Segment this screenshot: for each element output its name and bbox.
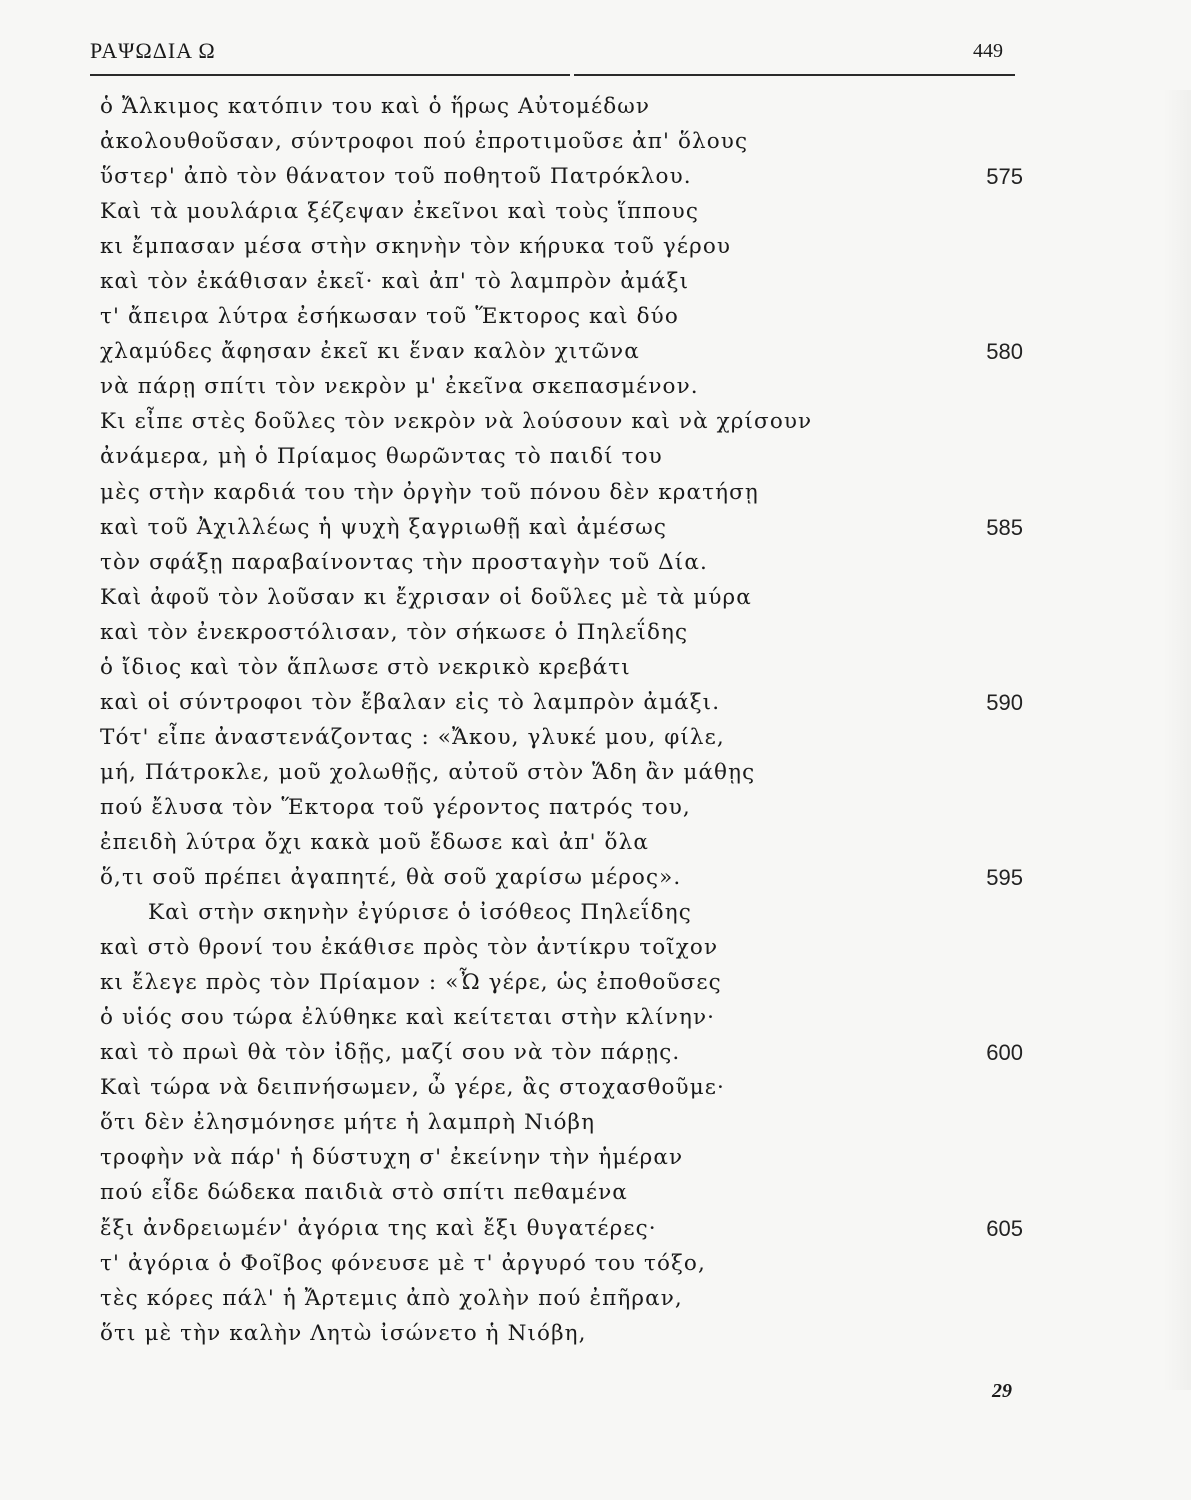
verse-line [100, 1316, 1025, 1351]
verse-text: τὸν σφάξῃ παραβαίνοντας τὴν προσταγὴν τοῦ Δία. [100, 549, 708, 575]
running-title: ΡΑΨΩΔΙΑ Ω [90, 38, 216, 63]
verse-line [100, 650, 1025, 685]
verse-line [100, 369, 1025, 404]
verse-line [100, 580, 1025, 615]
line-number: 575 [986, 164, 1023, 190]
verse-text: ὅτι μὲ τὴν καλὴν Λητὼ ἰσώνετο ἡ Νιόβη, [100, 1320, 587, 1346]
verse-line [100, 1105, 1025, 1140]
verse-text: Κι εἶπε στὲς δοῦλες τὸν νεκρὸν νὰ λούσουν καὶ νὰ χρίσουν [100, 409, 813, 435]
header-rule-left [90, 74, 570, 76]
verse-text: χλαμύδες ἄφησαν ἐκεῖ κι ἕναν καλὸν χιτῶνα [100, 339, 640, 365]
verse-line [100, 194, 1025, 229]
verse-text: ὅτι δὲν ἐλησμόνησε μήτε ἡ λαμπρὴ Νιόβη [100, 1110, 596, 1136]
verse-text: πού ἔλυσα τὸν Ἕκτορα τοῦ γέροντος πατρός του, [100, 794, 691, 820]
verse-text: ἐπειδὴ λύτρα ὄχι κακὰ μοῦ ἔδωσε καὶ ἀπ' ὅλα [100, 829, 649, 855]
page-number: 449 [973, 40, 1003, 62]
verse-text: ὁ υἱός σου τώρα ἐλύθηκε καὶ κείτεται στὴν κλίνην· [100, 1005, 716, 1031]
verse-text: ὅ,τι σοῦ πρέπει ἀγαπητέ, θὰ σοῦ χαρίσω μέρος». [100, 865, 682, 891]
verse-text: μὲς στὴν καρδιά του τὴν ὀργὴν τοῦ πόνου δὲν κρατήσῃ [100, 479, 759, 505]
header-rule-right [574, 74, 1015, 76]
verse-text: τ' ἀγόρια ὁ Φοῖβος φόνευσε μὲ τ' ἀργυρό του τόξο, [100, 1250, 706, 1276]
verse-text: καὶ τὸ πρωὶ θὰ τὸν ἰδῇς, μαζί σου νὰ τὸν πάρῃς. [100, 1040, 681, 1066]
verse-text: καὶ τὸν ἐκάθισαν ἐκεῖ· καὶ ἀπ' τὸ λαμπρὸν ἀμάξι [100, 269, 690, 295]
verse-list [100, 89, 1025, 1351]
verse-line [100, 755, 1025, 790]
verse-line [100, 965, 1025, 1000]
verse-line [100, 1000, 1025, 1035]
verse-text: καὶ τοῦ Ἀχιλλέως ἡ ψυχὴ ξαγριωθῇ καὶ ἀμέσως [100, 514, 668, 540]
verse-line [100, 720, 1025, 755]
verse-text: ἀνάμερα, μὴ ὁ Πρίαμος θωρῶντας τὸ παιδί του [100, 444, 663, 470]
verse-text: καὶ οἱ σύντροφοι τὸν ἔβαλαν εἰς τὸ λαμπρὸν ἀμάξι. [100, 689, 721, 715]
verse-line [100, 895, 1025, 930]
verse-text: καὶ τὸν ἐνεκροστόλισαν, τὸν σήκωσε ὁ Πηλεΐδης [100, 619, 689, 645]
verse-text: νὰ πάρῃ σπίτι τὸν νεκρὸν μ' ἐκεῖνα σκεπασμένον. [100, 374, 699, 400]
line-number: 580 [986, 339, 1023, 365]
verse-line [100, 930, 1025, 965]
verse-line [100, 159, 1025, 194]
line-number: 605 [986, 1215, 1023, 1241]
line-number: 595 [986, 865, 1023, 891]
line-number: 590 [986, 689, 1023, 715]
verse-text: Καὶ ἀφοῦ τὸν λοῦσαν κι ἔχρισαν οἱ δοῦλες μὲ τὰ μύρα [100, 584, 752, 610]
verse-line [100, 475, 1025, 510]
verse-text: ἀκολουθοῦσαν, σύντροφοι πού ἐπροτιμοῦσε ἀπ' ὅλους [100, 129, 749, 155]
verse-line [100, 229, 1025, 264]
verse-text: Καὶ τὰ μουλάρια ξέζεψαν ἐκεῖνοι καὶ τοὺς ἵππους [100, 199, 699, 225]
signature-mark: 29 [992, 1380, 1012, 1402]
verse-line [100, 510, 1025, 545]
verse-line [100, 299, 1025, 334]
verse-text: κι ἔμπασαν μέσα στὴν σκηνὴν τὸν κήρυκα τοῦ γέρου [100, 234, 732, 260]
verse-text: πού εἶδε δώδεκα παιδιὰ στὸ σπίτι πεθαμένα [100, 1180, 628, 1206]
verse-line [100, 825, 1025, 860]
verse-text: Τότ' εἶπε ἀναστενάζοντας : «Ἄκου, γλυκέ μου, φίλε, [100, 724, 725, 750]
line-number: 585 [986, 514, 1023, 540]
verse-text: ὕστερ' ἀπὸ τὸν θάνατον τοῦ ποθητοῦ Πατρόκλου. [100, 164, 692, 190]
verse-line [100, 124, 1025, 159]
verse-text: μή, Πάτροκλε, μοῦ χολωθῇς, αὐτοῦ στὸν Ἅδη ἂν μάθῃς [100, 759, 756, 785]
verse-text: ὁ ἴδιος καὶ τὸν ἅπλωσε στὸ νεκρικὸ κρεβάτι [100, 654, 631, 680]
verse-line [100, 89, 1025, 124]
line-number: 600 [986, 1040, 1023, 1066]
verse-line [100, 615, 1025, 650]
verse-text: κι ἔλεγε πρὸς τὸν Πρίαμον : «Ὦ γέρε, ὡς ἐποθοῦσες [100, 970, 722, 996]
verse-text: τροφὴν νὰ πάρ' ἡ δύστυχη σ' ἐκείνην τὴν ἡμέραν [100, 1145, 684, 1171]
verse-text: καὶ στὸ θρονί του ἐκάθισε πρὸς τὸν ἀντίκρυ τοῖχον [100, 935, 719, 961]
verse-text: ὁ Ἄλκιμος κατόπιν του καὶ ὁ ἥρως Αὐτομέδων [100, 94, 651, 119]
verse-line [100, 1281, 1025, 1316]
verse-line [100, 1140, 1025, 1175]
page-header [90, 38, 1015, 78]
verse-text: τὲς κόρες πάλ' ἡ Ἄρτεμις ἀπὸ χολὴν πού ἐπῆραν, [100, 1285, 683, 1311]
facing-page-bleed [1163, 90, 1191, 1390]
verse-text: Καὶ τώρα νὰ δειπνήσωμεν, ὦ γέρε, ἂς στοχασθοῦμε· [100, 1075, 725, 1101]
verse-line [100, 334, 1025, 369]
verse-line [100, 1211, 1025, 1246]
verse-line [100, 1070, 1025, 1105]
verse-line [100, 439, 1025, 474]
verse-line [100, 264, 1025, 299]
verse-line [100, 404, 1025, 439]
verse-line [100, 545, 1025, 580]
verse-text: τ' ἄπειρα λύτρα ἐσήκωσαν τοῦ Ἕκτορος καὶ δύο [100, 304, 679, 330]
verse-line [100, 1246, 1025, 1281]
verse-line [100, 790, 1025, 825]
verse-line [100, 1175, 1025, 1210]
verse-text: Καὶ στὴν σκηνὴν ἐγύρισε ὁ ἰσόθεος Πηλεΐδης [148, 900, 692, 926]
verse-line [100, 685, 1025, 720]
verse-line [100, 1035, 1025, 1070]
verse-text: ἔξι ἀνδρειωμέν' ἀγόρια της καὶ ἔξι θυγατέρες· [100, 1215, 657, 1241]
verse-line [100, 860, 1025, 895]
